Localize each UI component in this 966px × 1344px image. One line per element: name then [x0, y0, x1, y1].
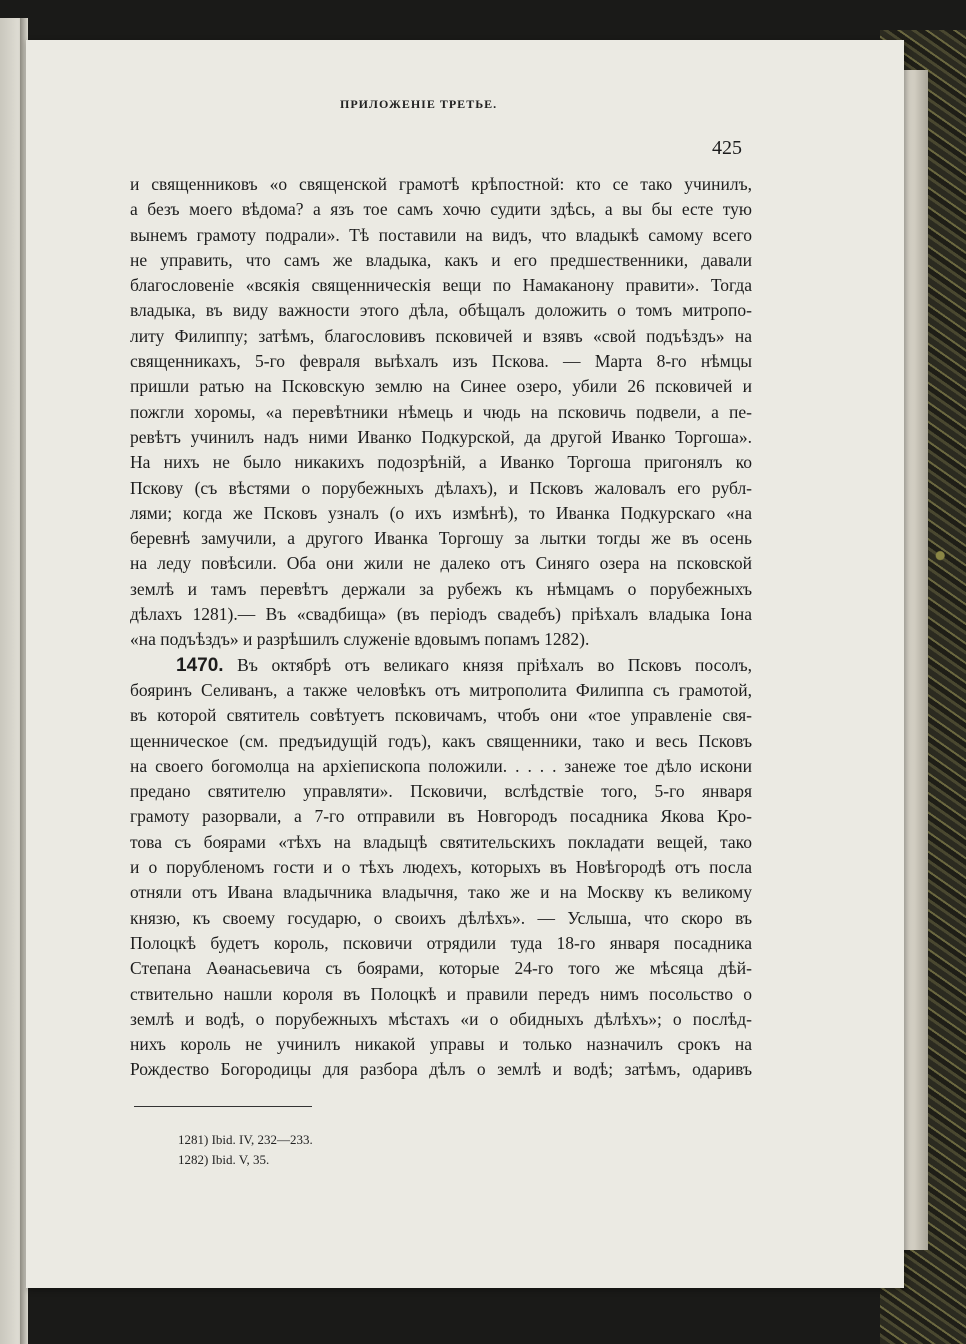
text-line: а безъ моего вѣдома? а язъ тое самъ хочю судити здѣсь, а вы бы есте тую: [130, 199, 752, 220]
text-line: нихъ король не учинилъ никакой управы и только назначилъ срокъ на: [130, 1034, 752, 1055]
text-line: на своего богомолца на архіепископа положили. . . . . занеже тое дѣло искони: [130, 755, 752, 776]
text-line: беревнѣ замучили, а другого Иванка Торгошу за лытки тогды же въ осень: [130, 528, 752, 549]
text-line: дѣлахъ 1281).— Въ «свадбища» (въ періодъ свадебъ) пріѣхалъ владыка Іона: [130, 604, 752, 625]
text-line: землѣ и тамъ перевѣтъ держали за рубежъ къ нѣмцамъ о порубежныхъ: [130, 578, 752, 599]
text-line: владыка, въ виду важности этого дѣла, обѣщалъ доложить о томъ митропо-: [130, 300, 752, 321]
text-line: и о порубленомъ гости и о тѣхъ людехъ, которыхъ въ Новѣгородѣ отъ посла: [130, 857, 752, 878]
text-line: въ которой святитель совѣтуетъ псковичамъ, чтобъ они «тое управленіе свя-: [130, 705, 752, 726]
year-heading: 1470.: [176, 654, 224, 676]
text-line: ствительно нашли короля въ Полоцкѣ и правили передъ нимъ посольство о: [130, 983, 752, 1004]
page-number: 425: [712, 137, 742, 159]
text-line: благословеніе «всякія священническія вещи по Намаканону правити». Тогда: [130, 275, 752, 296]
text-line: ревѣтъ учинилъ надъ ними Иванко Подкурской, да другой Иванко Торгоша».: [130, 426, 752, 447]
text-line: землѣ и водѣ, о порубежныхъ мѣстахъ «и о обидныхъ дѣлѣхъ»; о послѣд-: [130, 1008, 752, 1029]
text-line: предано святителю управляти». Псковичи, вслѣдствіе того, 5-го января: [130, 781, 752, 802]
text-line: князю, къ своему государю, о своихъ дѣлѣхъ». — Услыша, что скоро въ: [130, 907, 752, 928]
text-line: Полоцкѣ будетъ король, псковичи отрядили туда 18-го января посадника: [130, 932, 752, 953]
text-line: на леду повѣсили. Оба они жили не далеко отъ Синяго озера на псковской: [130, 553, 752, 574]
text-line: бояринъ Селиванъ, а также человѣкъ отъ митрополита Филиппа съ грамотой,: [130, 679, 752, 700]
text-line: «на подъѣздъ» и разрѣшилъ служеніе вдовымъ попамъ 1282).: [130, 629, 590, 650]
text-line: пришли ратью на Псковскую землю на Синее озеро, убили 26 псковичей и: [130, 376, 752, 397]
text-line-rest: Въ октябрѣ отъ великаго князя пріѣхалъ во Псковъ посолъ,: [237, 654, 752, 675]
text-line: вынемъ грамоту подрали». Тѣ поставили на видъ, что владыкѣ самому всего: [130, 224, 752, 245]
text-line: литу Филиппу; затѣмъ, благословивъ псковичей и взявъ «свой подъѣздъ» на: [130, 325, 752, 346]
text-line: и священниковъ «о священской грамотѣ крѣпостной: кто се тако учинилъ,: [130, 174, 752, 194]
footnote-1282: 1282) Ibid. V, 35.: [178, 1152, 270, 1167]
text-line: отняли отъ Ивана владычника владычня, тако же и на Москву къ великому: [130, 882, 752, 903]
text-line: Рождество Богородицы для разбора дѣлъ о землѣ и водѣ; затѣмъ, одаривъ: [130, 1059, 752, 1080]
text-line: Степана Аѳанасьевича съ боярами, которые 24-го того же мѣсяца дѣй-: [130, 958, 752, 979]
text-line: Пскову (съ вѣстями о порубежныхъ дѣлахъ), и Псковъ жаловалъ его рубл-: [130, 477, 752, 498]
text-line: На нихъ не было никакихъ подозрѣній, а Иванко Торгоша пригонялъ ко: [130, 452, 752, 473]
footnotes: [178, 1130, 313, 1170]
footnote-1281: 1281) Ibid. IV, 232—233.: [178, 1132, 313, 1147]
text-line: лями; когда же Псковъ узналъ (о ихъ измѣнѣ), то Иванка Подкурскаго «на: [130, 502, 752, 523]
body-text: [130, 172, 752, 1083]
text-line: пожгли хоромы, «а перевѣтники нѣмець и чюдь на псковичь подвели, а пе-: [130, 401, 752, 422]
running-head: ПРИЛОЖЕНІЕ ТРЕТЬЕ.: [340, 97, 498, 111]
text-line: това съ боярами «тѣхъ на владыцѣ святительскихъ покладати вещей, тако: [130, 831, 752, 852]
text-line: грамоту разорвали, а 7-го отправили въ Новгородъ посадника Якова Кро-: [130, 806, 752, 827]
text-line: щенническое (см. предъидущій годъ), какъ священники, тако и весь Псковъ: [130, 730, 752, 751]
text-line: священникахъ, 5-го февраля выѣхалъ изъ Пскова. — Марта 8-го нѣмцы: [130, 351, 752, 372]
paragraph-1470-first-line: [130, 653, 752, 678]
text-line: не управить, что самъ же владыка, какъ и его предшественники, давали: [130, 249, 752, 270]
footnote-rule: [134, 1106, 312, 1107]
